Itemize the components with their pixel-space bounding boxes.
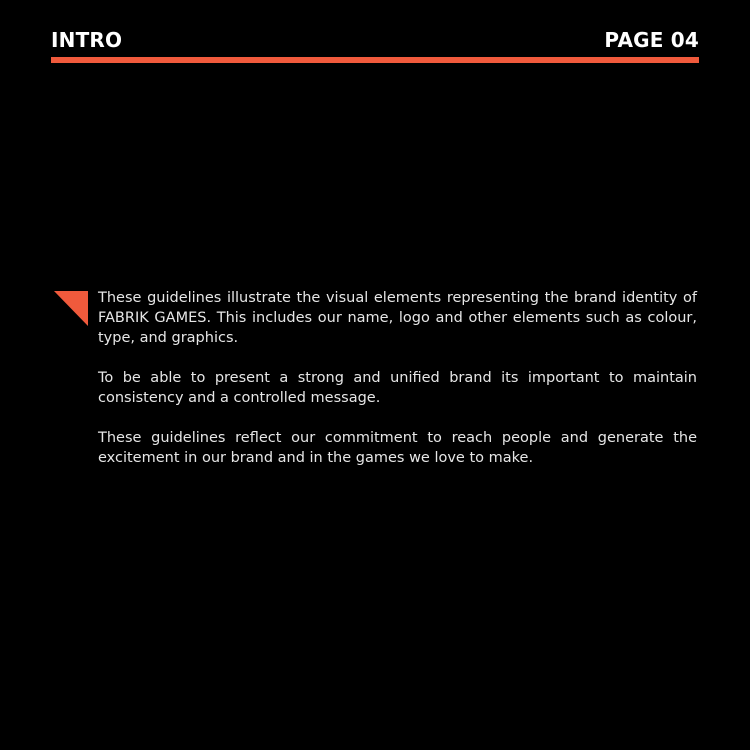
corner-triangle-icon [54,291,88,326]
page-number: PAGE 04 [604,28,699,52]
header-divider [51,57,699,63]
intro-paragraph-2: To be able to present a strong and unified brand its important to maintain consistency and a controlled message. [98,370,697,406]
section-title: INTRO [51,28,123,52]
intro-text [98,288,697,488]
intro-paragraph-3: These guidelines reflect our commitment to reach people and generate the excitement in our brand and in the games we love to make. [98,430,697,466]
intro-paragraph-1: These guidelines illustrate the visual elements representing the brand identity of FABRIK GAMES. This includes our name, logo and other elements such as colour, type, and graphics. [98,290,697,346]
